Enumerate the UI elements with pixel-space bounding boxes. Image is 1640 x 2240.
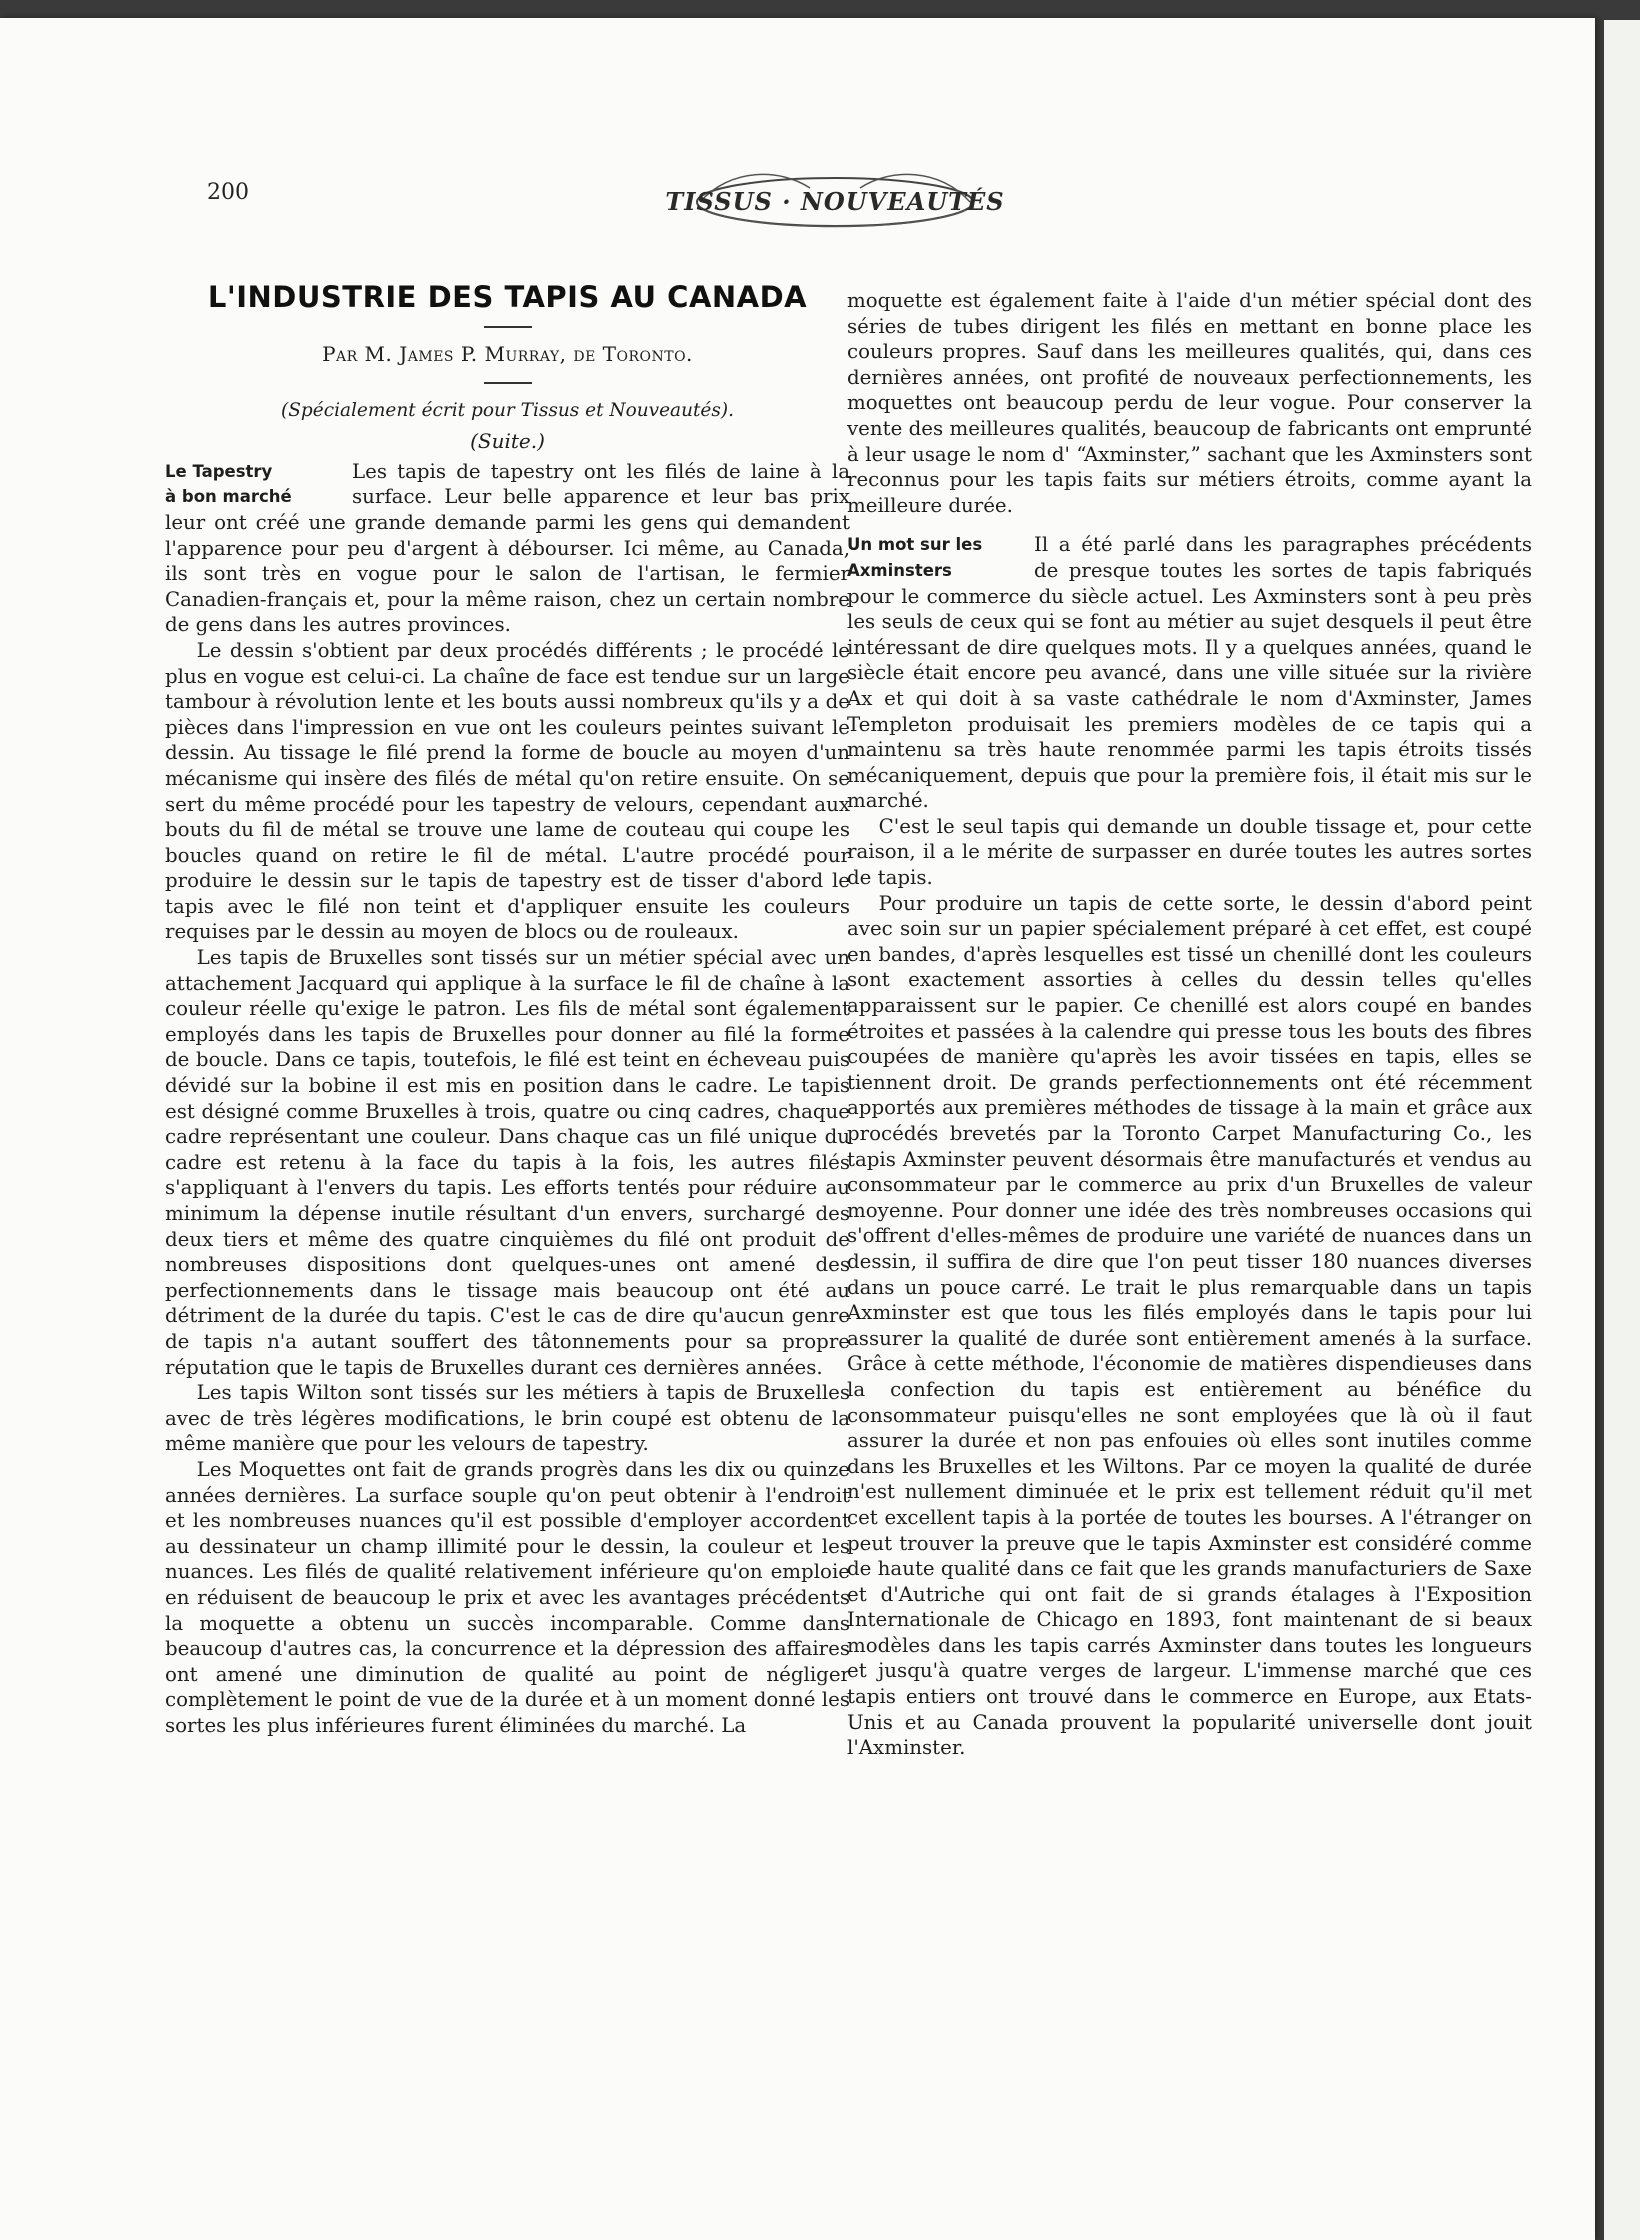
section-heading-axminsters: Un mot sur les Axminsters (847, 535, 983, 580)
paragraph-bruxelles: Les tapis de Bruxelles sont tissés sur un métier spécial avec un attachement Jacquard qui applique à la surface le fil de chaîne à la couleur réelle qu'exige le patron. Les fils de métal sont également employés dans les tapis de Bruxelles pour donner au filé la forme de boucle. Dans ce tapis, toutefois, le filé est teint en écheveau puis dévidé sur la bobine il est mis en position dans le cadre. Le tapis est désigné comme Bruxelles à trois, quatre ou cinq cadres, chaque cadre représentant une couleur. Dans chaque cas un filé unique du cadre est retenu à la face du tapis à la fois, les autres filés s'appliquant à l'envers du tapis. Les efforts tentés pour réduire au minimum la dépense inutile résultant d'un envers, surchargé des deux tiers et même des quatre cinquièmes du filé ont produit de nombreuses dispositions dont quelques-unes ont amené des perfectionnements dans le tissage mais beaucoup ont été au détriment de la durée du tapis. C'est le cas de dire qu'aucun genre de tapis n'a autant souffert des tâtonnements pour sa propre réputation que le tapis de Bruxelles durant ces dernières années. (165, 946, 850, 1379)
next-page-edge (1604, 20, 1640, 2240)
left-column (165, 280, 850, 1738)
paragraph-double-tissage: C'est le seul tapis qui demande un double tissage et, pour cette raison, il a le mérite de surpasser en durée toutes les autres sortes de tapis. (847, 814, 1532, 890)
paragraph-production: Pour produire un tapis de cette sorte, le dessin d'abord peint avec soin sur un papier spécialement préparé à cet effet, est coupé en bandes, d'après lesquelles est tissé un chenillé dont les couleurs sont exactement assorties à celles du dessin telles qu'elles apparaissent sur le papier. Ce chenillé est alors coupé en bandes étroites et passées à la calendre qui presse tous les bouts des fibres coupées de manière qu'après les avoir tissées en tapis, elles se tiennent droit. De grands perfectionnements ont été récemment apportés aux premières méthodes de tissage à la main et grâce aux procédés brevetés par la Toronto Carpet Manufacturing Co., les tapis Axminster peuvent désormais être manufacturés et vendus au consommateur par le commerce au prix d'un Bruxelles de valeur moyenne. Pour donner une idée des très nombreuses occasions qui s'offrent d'elles-mêmes de produire une variété de nuances dans un dessin, il suffira de dire que l'on peut tisser 180 nuances diverses dans un pouce carré. Le trait le plus remarquable dans un tapis Axminster est que tous les filés employés dans le tapis pour lui assurer la qualité de durée sont entièrement amenés à la surface. Grâce à cette méthode, l'économie de matières dispendieuses dans la confection du tapis est entièrement au bénéfice du consommateur puisqu'elles ne sont employées que là où il faut assurer la durée et non pas enfouies où elles sont inutiles comme dans les Bruxelles et les Wiltons. Par ce moyen la qualité de durée n'est nullement diminuée et le prix est tellement réduit qu'il met cet excellent tapis à la portée de toutes les bourses. A l'étranger on peut trouver la preuve que le tapis Axminster est considéré comme de haute qualité dans ce fait que les grands manufacturiers de Saxe et d'Autriche qui ont fait de si grands étalages à l'Exposition Internationale de Chicago en 1893, font maintenant de si beaux modèles dans les tapis carrés Axminster dans toutes les longueurs et jusqu'à quatre verges de largeur. L'immense marché que ces tapis entiers ont trouvé dans le commerce en Europe, aux Etats-Unis et au Canada prouvent la popularité universelle dont jouit l'Axminster. (847, 891, 1532, 1760)
title-rule (484, 326, 532, 328)
article-title: L'INDUSTRIE DES TAPIS AU CANADA (207, 280, 808, 314)
svg-text:TISSUS · NOUVEAUTÉS: TISSUS · NOUVEAUTÉS (665, 187, 1005, 216)
right-column (847, 288, 1532, 1761)
paragraph-axminsters: Il a été parlé dans les paragraphes précédents de presque toutes les sortes de tapis fabriqués pour le commerce du siècle actuel. Les Axminsters sont à peu près les seuls de ceux qui se font au métier au sujet desquels il peut être intéressant de dire quelques mots. Il y a quelques années, quand le siècle était encore peu avancé, dans une ville située sur la rivière Ax et qui doit à sa vaste cathédrale le nom d'Axminster, James Templeton produisait les premiers modèles de ce tapis qui a maintenu sa très haute renommée parmi les tapis étroits tissés mécaniquement, depuis que pour la première fois, il était mis sur le marché. (847, 533, 1532, 813)
paragraph-wilton: Les tapis Wilton sont tissés sur les métiers à tapis de Bruxelles avec de très légères modifications, le brin coupé est obtenu de la même manière que pour les velours de tapestry. (165, 1381, 850, 1456)
article-byline: Par M. James P. Murray, de Toronto. (322, 342, 693, 366)
paragraph-dessin: Le dessin s'obtient par deux procédés différents ; le procédé le plus en vogue est celui-ci. La chaîne de face est tendue sur un large tambour à révolution lente et les bouts aussi nombreux qu'ils y a de pièces dans l'impression en vue ont les couleurs peintes suivant le dessin. Au tissage le filé prend la forme de boucle au moyen d'un mécanisme qui insère des filés de métal qu'on retire ensuite. On se sert du même procédé pour les tapestry de velours, cependant aux bouts du fil de métal se trouve une lame de couteau qui coupe les boucles quand on retire le fil de métal. L'autre procédé pour produire le dessin sur le tapis de tapestry est de tisser d'abord le tapis avec le filé non teint et d'appliquer ensuite les couleurs requises par le dessin au moyen de blocs ou de rouleaux. (165, 638, 850, 944)
page-number: 200 (207, 180, 249, 205)
article-note: (Spécialement écrit pour Tissus et Nouveautés). (281, 399, 734, 421)
section-heading-tapestry: Le Tapestry à bon marché (165, 461, 292, 507)
byline-rule (484, 382, 532, 384)
masthead-logo (665, 158, 1005, 240)
article-suite: (Suite.) (470, 429, 545, 454)
paragraph-moquettes: Les Moquettes ont fait de grands progrès dans les dix ou quinze années dernières. La surface souple qu'on peut obtenir à l'endroit et les nombreuses nuances qu'il est possible d'employer accordent au dessinateur un champ illimité pour le dessin, la couleur et les nuances. Les filés de qualité relativement inférieure qu'on emploie en réduisent de beaucoup le prix et avec les avantages précédents la moquette a obtenu un succès incomparable. Comme dans beaucoup d'autres cas, la concurrence et la dépression des affaires ont amené une diminution de qualité au point de négliger complètement le point de vue de la durée et à un moment donné les sortes les plus inférieures furent éliminées du marché. La (165, 1457, 850, 1737)
page (0, 18, 1595, 2240)
paragraph-moquette-cont: moquette est également faite à l'aide d'un métier spécial dont des séries de tubes dirigent les filés en mettant en bonne place les couleurs propres. Sauf dans les meilleures qualités, qui, dans ces dernières années, ont profité de nouveaux perfectionnements, les moquettes ont beaucoup perdu de leur vogue. Pour conserver la vente des meilleures qualités, beaucoup de fabricants ont emprunté à leur usage le nom d' “Axminster,” sachant que les Axminsters sont reconnus pour les tapis faits sur métiers étroits, comme ayant la meilleure durée. (847, 289, 1532, 517)
paragraph-tapestry: Les tapis de tapestry ont les filés de laine à la surface. Leur belle apparence et leur bas prix leur ont créé une grande demande parmi les gens qui demandent l'apparence pour peu d'argent à débourser. Ici même, au Canada, ils sont très en vogue pour le salon de l'artisan, le fermier Canadien-français et, pour la même raison, chez un certain nombre de gens dans les autres provinces. (165, 459, 850, 637)
